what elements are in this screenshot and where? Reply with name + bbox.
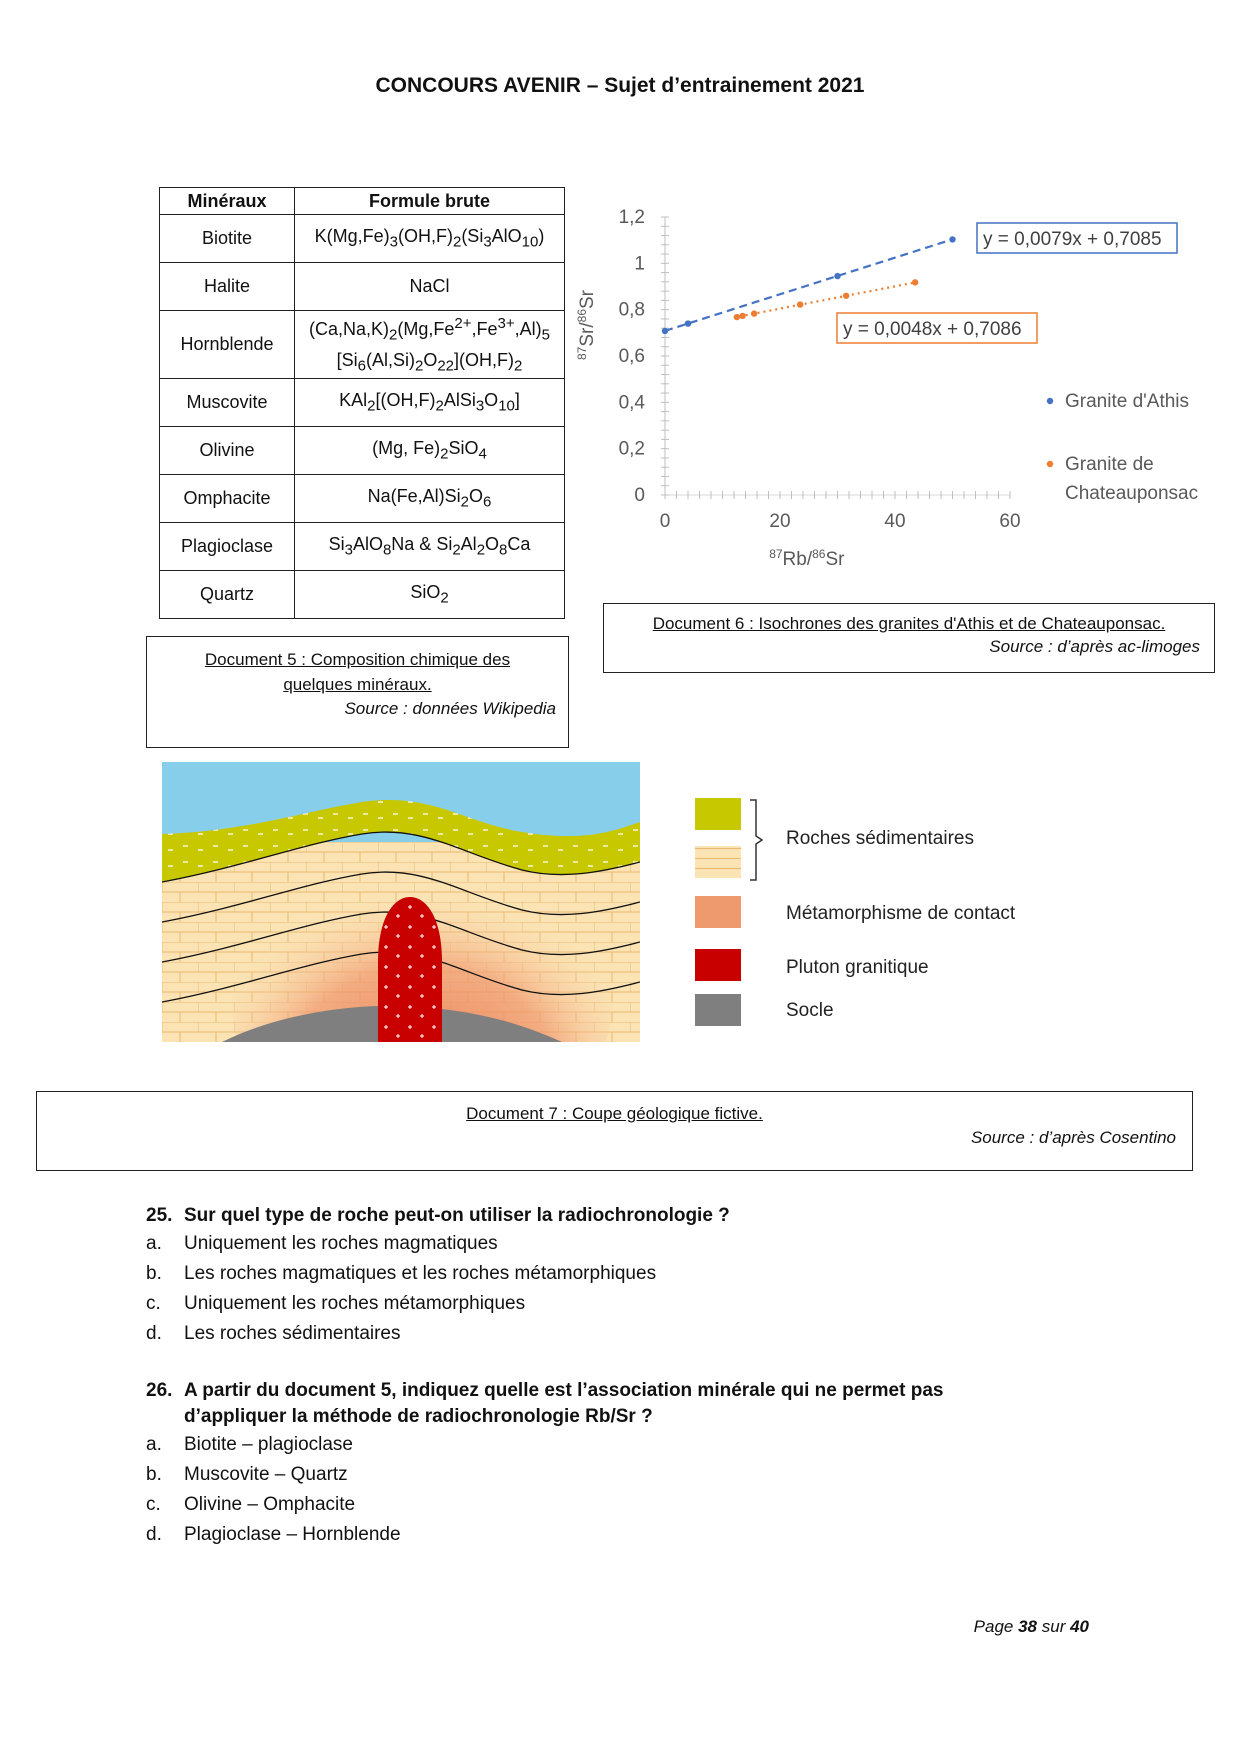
mineral-formula: $K(Mg,Fe)_3(OH,F)_2(Si_3AlO_{10})$ xyxy=(295,215,565,263)
legend-metamorphisme: Métamorphisme de contact xyxy=(786,903,1016,924)
header-formule: Formule brute xyxy=(295,188,565,215)
legend-swatch-metamorphism xyxy=(695,896,741,928)
legend-bracket xyxy=(748,798,772,882)
legend-swatch-pluton xyxy=(695,949,741,981)
equation-label: y = 0,0079x + 0,7085 xyxy=(983,229,1162,250)
option-a[interactable]: a. Uniquement les roches magmatiques xyxy=(146,1233,498,1254)
doc5-caption xyxy=(146,636,569,748)
doc7-caption xyxy=(36,1091,1193,1171)
doc6-caption-title: Document 6 : Isochrones des granites d'Athis et de Chateauponsac. xyxy=(652,614,1166,633)
mineral-formula: (Mg, $Fe)_2SiO_4$ xyxy=(295,427,565,475)
page-number: Page 38 sur 40 xyxy=(973,1617,1089,1636)
data-point xyxy=(739,313,745,319)
y-tick-label: 0,2 xyxy=(618,438,645,460)
data-point xyxy=(949,236,955,242)
x-axis-label: $^{87}$Rb/$^{86}$Sr xyxy=(769,547,845,570)
mineral-formula: $Na(Fe,Al)Si_2O_6$ xyxy=(295,475,565,523)
question-number: 25. xyxy=(146,1205,173,1226)
option-c[interactable]: c. Olivine – Omphacite xyxy=(146,1494,356,1515)
mineral-name: Omphacite xyxy=(160,475,295,523)
legend-swatch-sed-green xyxy=(695,798,741,830)
mineral-name: Hornblende xyxy=(160,311,295,379)
doc5-caption-title: Document 5 : Composition chimique des quelques minéraux. xyxy=(204,650,511,694)
question-text: Sur quel type de roche peut-on utiliser la radiochronologie ? xyxy=(184,1205,730,1226)
data-point xyxy=(834,273,840,279)
data-point xyxy=(751,310,757,316)
data-point xyxy=(662,328,668,334)
legend-socle: Socle xyxy=(786,1000,834,1021)
isochron-chart xyxy=(575,195,1240,595)
y-tick-label: 0 xyxy=(634,485,645,506)
mineral-formula: NaCl xyxy=(295,263,565,311)
x-tick-label: 40 xyxy=(884,511,906,532)
trendline-chateauponsac xyxy=(734,282,915,317)
data-point xyxy=(734,314,740,320)
table-row xyxy=(160,475,565,523)
geological-section xyxy=(162,762,640,1042)
x-tick-label: 60 xyxy=(999,511,1021,532)
legend-swatch-sed-sand xyxy=(695,846,741,878)
doc5-caption-source: Source : données Wikipedia xyxy=(344,699,556,718)
mineral-name: Biotite xyxy=(160,215,295,263)
y-axis-label: $^{87}$Sr/$^{86}$Sr xyxy=(575,290,598,360)
legend-marker xyxy=(1047,398,1053,404)
mineral-formula: $(Ca,Na,K)_2(Mg,Fe^{2+},Fe^{3+},Al)_5$ $[Si_6(Al,Si)_2O_{22}](OH,F)_2$ xyxy=(295,311,565,379)
question-26 xyxy=(146,1380,943,1546)
mineral-formula: SiO$_2$ xyxy=(295,571,565,619)
question-25 xyxy=(146,1205,730,1345)
option-c[interactable]: c. Uniquement les roches métamorphiques xyxy=(146,1293,526,1314)
option-d[interactable]: d. Plagioclase – Hornblende xyxy=(146,1524,401,1545)
option-d[interactable]: d. Les roches sédimentaires xyxy=(146,1323,401,1344)
mineral-name: Halite xyxy=(160,263,295,311)
y-tick-label: 1,2 xyxy=(618,207,645,228)
legend-pluton: Pluton granitique xyxy=(786,957,929,978)
data-point xyxy=(912,279,918,285)
doc6-caption-source: Source : d’après ac-limoges xyxy=(989,637,1200,656)
question-number: 26. xyxy=(146,1380,173,1401)
mineral-name: Quartz xyxy=(160,571,295,619)
y-tick-label: 0,6 xyxy=(618,346,645,367)
mineral-formula: $KAl_2[(OH,F)_2AlSi_3O_{10}]$ xyxy=(295,379,565,427)
mineral-name: Plagioclase xyxy=(160,523,295,571)
data-point xyxy=(797,301,803,307)
table-row xyxy=(160,427,565,475)
y-tick-label: 1 xyxy=(634,253,645,275)
doc7-caption-source: Source : d’après Cosentino xyxy=(970,1128,1176,1147)
legend-label: Chateauponsac xyxy=(1065,483,1199,504)
mineral-formula: $Si_3AlO_8Na$ & $Si_2Al_2O_8Ca$ xyxy=(295,523,565,571)
table-row xyxy=(160,311,565,379)
x-tick-label: 0 xyxy=(659,511,671,532)
legend-roches-sedimentaires: Roches sédimentaires xyxy=(786,828,974,849)
data-point xyxy=(843,293,849,299)
table-row xyxy=(160,379,565,427)
doc6-caption xyxy=(603,603,1215,673)
table-header-row xyxy=(160,188,565,215)
table-row xyxy=(160,215,565,263)
legend-marker xyxy=(1047,461,1053,467)
y-tick-label: 0,8 xyxy=(618,299,645,321)
legend-label: Granite de xyxy=(1065,454,1154,475)
option-b[interactable]: b. Muscovite – Quartz xyxy=(146,1464,348,1485)
mineral-name: Olivine xyxy=(160,427,295,475)
table-row xyxy=(160,523,565,571)
header-mineraux: Minéraux xyxy=(160,188,295,215)
y-tick-label: 0,4 xyxy=(618,392,645,414)
legend-swatch-socle xyxy=(695,994,741,1026)
data-point xyxy=(685,320,691,326)
option-b[interactable]: b. Les roches magmatiques et les roches métamorphiques xyxy=(146,1263,657,1284)
page-title: CONCOURS AVENIR – Sujet d’entrainement 2021 xyxy=(375,74,865,97)
doc7-caption-title: Document 7 : Coupe géologique fictive. xyxy=(466,1104,763,1123)
question-text-line2: d’appliquer la méthode de radiochronologie Rb/Sr ? xyxy=(184,1406,653,1427)
x-tick-label: 20 xyxy=(769,511,791,532)
minerals-table xyxy=(159,187,565,619)
option-a[interactable]: a. Biotite – plagioclase xyxy=(146,1434,353,1455)
mineral-name: Muscovite xyxy=(160,379,295,427)
table-row xyxy=(160,263,565,311)
question-text-line1: A partir du document 5, indiquez quelle est l’association minérale qui ne permet pas xyxy=(184,1380,944,1401)
table-row xyxy=(160,571,565,619)
equation-label: y = 0,0048x + 0,7086 xyxy=(843,319,1022,340)
legend-label: Granite d'Athis xyxy=(1065,391,1190,412)
